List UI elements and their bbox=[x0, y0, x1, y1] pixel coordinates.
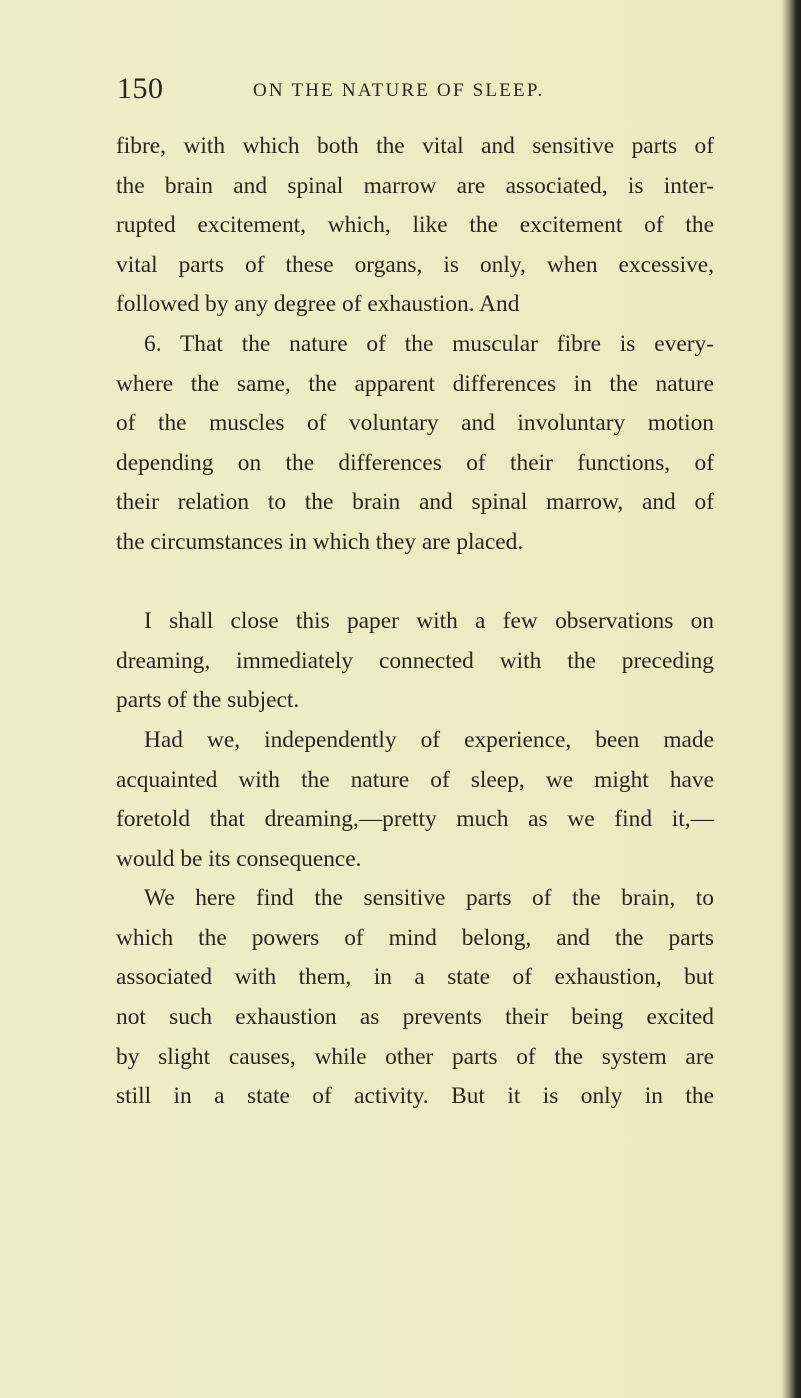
text-line: acquainted with the nature of sleep, we might have bbox=[116, 766, 714, 793]
text-line: by slight causes, while other parts of the system are bbox=[116, 1043, 714, 1070]
paragraph-2 bbox=[116, 325, 714, 563]
paragraph-5 bbox=[116, 879, 714, 1117]
text-line: would be its consequence. bbox=[116, 845, 362, 872]
paragraph-1 bbox=[116, 127, 714, 325]
text-line: Had we, independently of experience, been made bbox=[144, 726, 714, 753]
page-number: 150 bbox=[117, 72, 164, 105]
text-line: foretold that dreaming,—pretty much as we find it,— bbox=[116, 806, 714, 833]
paragraph-4 bbox=[116, 721, 714, 879]
text-line: their relation to the brain and spinal marrow, and of bbox=[116, 489, 714, 516]
running-head bbox=[117, 72, 757, 112]
text-line: I shall close this paper with a few observations on bbox=[144, 608, 714, 635]
text-line: where the same, the apparent differences in the nature bbox=[116, 370, 714, 397]
text-line: vital parts of these organs, is only, when excessive, bbox=[116, 251, 714, 278]
text-line: depending on the differences of their functions, of bbox=[116, 449, 714, 476]
text-line: rupted excitement, which, like the excitement of the bbox=[116, 212, 714, 239]
text-line: still in a state of activity. But it is only in the bbox=[116, 1083, 714, 1110]
text-line: We here find the sensitive parts of the brain, to bbox=[144, 885, 714, 912]
text-line: dreaming, immediately connected with the preceding bbox=[116, 647, 714, 674]
paragraph-spacer bbox=[116, 563, 714, 603]
text-line: not such exhaustion as prevents their being excited bbox=[116, 1004, 714, 1031]
text-line: of the muscles of voluntary and involuntary motion bbox=[116, 410, 714, 437]
text-line: parts of the subject. bbox=[116, 687, 300, 714]
text-line: the brain and spinal marrow are associated, is inter- bbox=[116, 172, 714, 199]
body-text bbox=[116, 127, 714, 1117]
page-edge-shadow bbox=[781, 0, 801, 1398]
text-line: associated with them, in a state of exhaustion, but bbox=[116, 964, 714, 991]
text-line: the circumstances in which they are placed. bbox=[116, 528, 524, 555]
text-line: 6. That the nature of the muscular fibre is every- bbox=[144, 330, 714, 357]
running-title: ON THE NATURE OF SLEEP. bbox=[253, 80, 545, 101]
text-line: followed by any degree of exhaustion. And bbox=[116, 291, 520, 318]
text-line: which the powers of mind belong, and the parts bbox=[116, 924, 714, 951]
text-line: fibre, with which both the vital and sensitive parts of bbox=[116, 133, 714, 159]
paragraph-3 bbox=[116, 602, 714, 721]
